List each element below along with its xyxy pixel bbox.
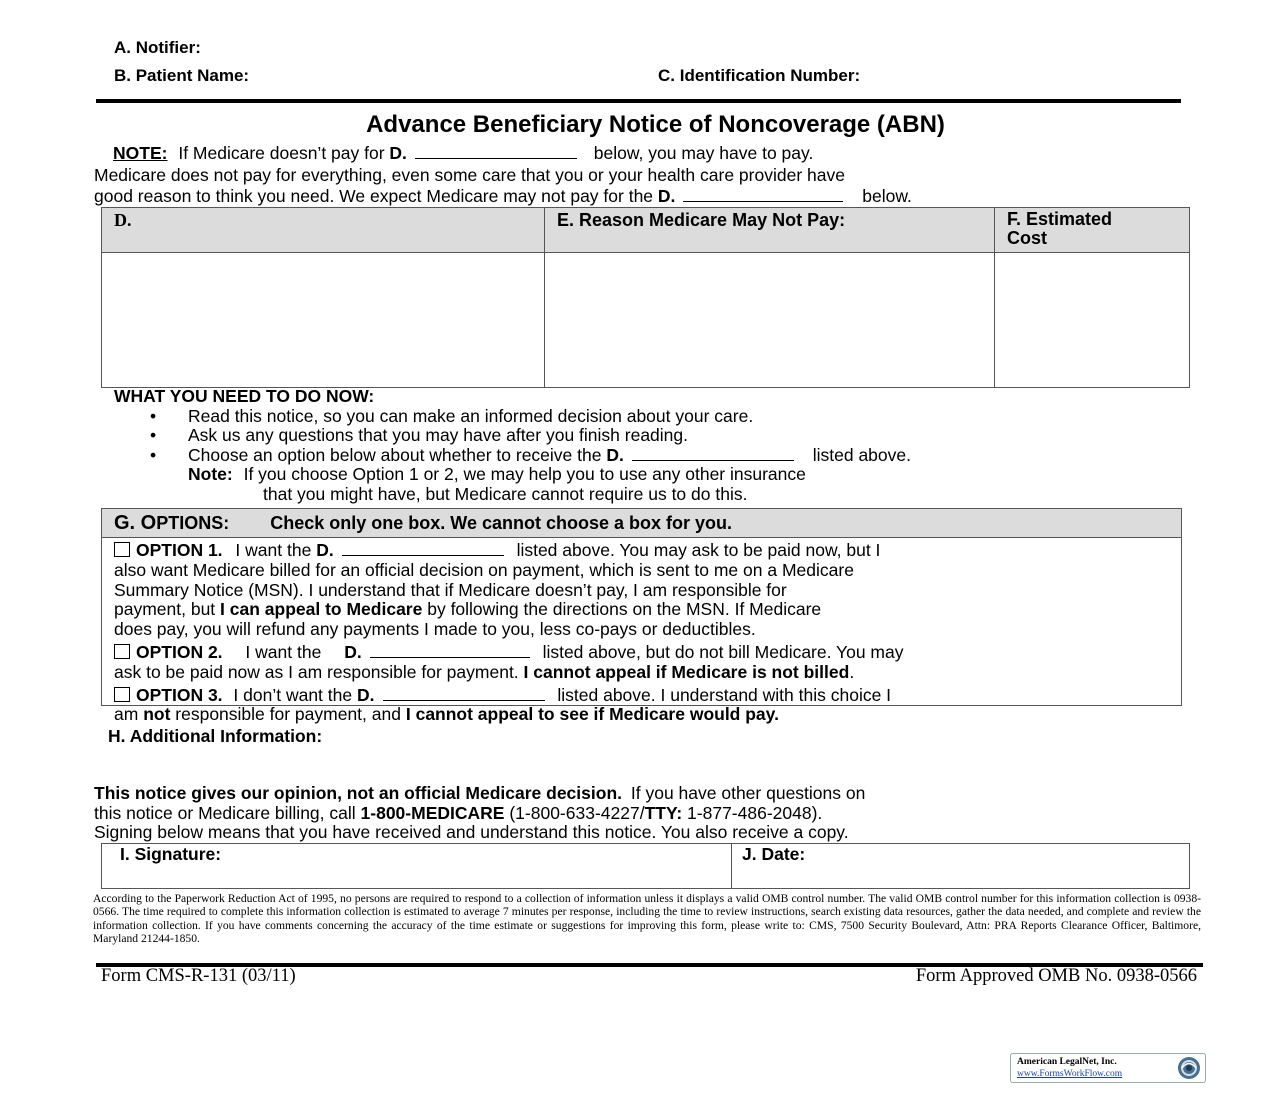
notice-bold: This notice gives our opinion, not an official Medicare decision. [94,783,622,803]
options-instruction: Check only one box. We cannot choose a box for you. [270,513,733,533]
option-3-text-b: listed above. I understand with this choice I [557,684,892,705]
column-f-label-1: F. Estimated [1007,209,1113,229]
todo-note-line-2: that you might have, but Medicare cannot require us to do this. [263,483,748,504]
option-2-text-b: listed above, but do not bill Medicare. You may [542,641,904,662]
publisher-logo[interactable] [1010,1053,1206,1083]
notice-section [94,784,1204,843]
options-heading-rest: PTIONS: [156,513,230,533]
additional-information-label: H. Additional Information: [108,726,323,746]
notice-line-2 [94,804,1204,824]
option-3-d-blank[interactable] [383,686,545,701]
paperwork-reduction-notice: According to the Paperwork Reduction Act of 1995, no persons are required to respond to a collection of information unless it displays a valid OMB control number. The valid OMB control number for this information collection is 0938-0566. The time required to complete this information collection is estimated to average 7 minutes per response, including the time to review instructions, search existing data resources, gather the data needed, and complete and review the information collection. If you have comments concerning the accuracy of the time estimate or suggestions for improving this form, please write to: CMS, 7500 Security Boulevard, Attn: PRA Reports Clearance Officer, Baltimore, Maryland 21244-1850. [93,892,1201,945]
tty-label: TTY: [644,802,683,823]
column-f-label-2: Cost [1007,228,1047,248]
option-1-line-5: does pay, you will refund any payments I made to you, less co-pays or deductibles. [114,619,756,640]
omb-number: Form Approved OMB No. 0938-0566 [915,966,1197,986]
medicare-phone: 1-800-MEDICARE [360,802,505,823]
patient-name-label: B. Patient Name: [114,66,250,85]
option-2-label: OPTION 2. [136,641,223,662]
notice-line-2-a: this notice or Medicare billing, call [94,802,356,823]
todo-item-text: Read this notice, so you can make an informed decision about your care. [188,405,754,426]
todo-d-blank[interactable] [632,446,794,461]
signature-label: I. Signature: [120,844,222,864]
todo-note-label: Note: [188,464,233,484]
note-line-3-blank[interactable] [683,187,843,202]
list-item [114,426,911,446]
identification-number-label: C. Identification Number: [658,66,861,85]
todo-heading: WHAT YOU NEED TO DO NOW: [114,386,375,406]
notice-line-3: Signing below means that you have received and understand this notice. You also receive a copy. [94,822,849,843]
bullet-icon: • [150,425,157,445]
option-1 [114,541,1171,561]
option-2-line-2-end: . [849,661,855,682]
column-f-field[interactable] [995,253,1190,388]
note-line [113,143,813,164]
note-text-after: below, you may have to pay. [593,143,814,163]
form-id: Form CMS-R-131 (03/11) [101,966,296,986]
option-3-label: OPTION 3. [136,684,223,705]
note-label: NOTE: [113,143,168,163]
option-2-d-label: D. [344,641,362,662]
option-2-line-2-a: ask to be paid now as I am responsible for payment. [114,661,519,682]
option-2 [114,643,1171,663]
option-3-line-2-not: not [143,704,171,725]
column-d-header [102,208,545,253]
options-box [101,508,1182,725]
todo-item-text-after: listed above. [812,444,911,465]
option-2-d-blank[interactable] [370,643,530,658]
additional-information-field[interactable] [108,748,1178,780]
note-d-blank[interactable] [415,144,577,159]
list-item [114,407,911,427]
column-f-header [995,208,1190,253]
header-divider [96,99,1181,103]
note-d-label: D. [389,143,407,163]
column-e-label: E. Reason Medicare May Not Pay: [557,210,846,230]
todo-list [114,407,911,466]
todo-note [114,465,911,485]
globe-icon [1176,1055,1202,1081]
notifier-label: A. Notifier: [114,38,201,57]
signature-table [101,843,1190,889]
option-1-line-4 [114,600,1171,620]
option-1-line-3: Summary Notice (MSN). I understand that if Medicare doesn’t pay, I am responsible for [114,579,787,600]
options-body [102,538,1181,725]
publisher-name: American LegalNet, Inc. [1017,1057,1117,1067]
note-line-3 [94,186,912,207]
publisher-link[interactable]: www.FormsWorkFlow.com [1017,1069,1123,1079]
date-label: J. Date: [742,844,806,864]
column-d-field[interactable] [102,253,545,388]
date-field[interactable] [732,844,1190,889]
note-line-2: Medicare does not pay for everything, even some care that you or your health care provider have [94,165,845,185]
notice-line-1 [94,784,1204,804]
option-1-line-4-bold: I can appeal to Medicare [220,599,423,620]
option-1-line-4-b: by following the directions on the MSN. If Medicare [427,599,822,620]
option-2-text: I want the [245,641,322,662]
note-line-3-d: D. [657,186,676,206]
todo-section [114,387,911,504]
option-1-text: I want the [235,540,312,560]
todo-item-text: Choose an option below about whether to receive the [188,444,602,465]
option-3 [114,686,1171,706]
page-title: Advance Beneficiary Notice of Noncoverage (ABN) [366,111,945,138]
option-1-line-2: also want Medicare billed for an official decision on payment, which is sent to me on a Medicare [114,559,854,580]
option-3-line-2 [114,705,1171,725]
option-1-label: OPTION 1. [136,540,223,560]
cost-table [101,207,1190,388]
option-3-text: I don’t want the [233,684,353,705]
column-e-header [545,208,995,253]
option-3-line-2-b: responsible for payment, and [175,704,401,725]
options-heading-g: G. O [114,512,157,534]
column-d-label: D. [114,210,132,230]
column-e-field[interactable] [545,253,995,388]
todo-d-label: D. [606,444,624,465]
option-1-line-4-a: payment, but [114,599,216,620]
option-1-d-label: D. [316,540,334,560]
list-item [114,446,911,466]
bullet-icon: • [150,444,157,465]
notice-line-2-b: (1-800-633-4227/ [509,802,645,823]
option-2-line-2 [114,663,1171,683]
bullet-icon: • [150,405,157,426]
option-1-text-b: listed above. You may ask to be paid now, but I [516,540,881,560]
tty-number: 1-877-486-2048). [687,802,823,823]
option-3-d-label: D. [357,684,375,705]
option-1-d-blank[interactable] [342,541,504,556]
note-line-3-after: below. [862,186,912,206]
option-3-line-2-a: am [114,704,139,725]
option-2-checkbox[interactable] [114,644,130,659]
option-2-line-2-bold: I cannot appeal if Medicare is not billed [523,661,850,682]
note-text: If Medicare doesn’t pay for [178,143,385,163]
signature-field[interactable] [102,844,732,889]
notice-line-1-rest: If you have other questions on [630,783,866,803]
todo-item-text: Ask us any questions that you may have after you finish reading. [188,425,689,445]
option-3-line-2-bold: I cannot appeal to see if Medicare would pay. [405,704,779,725]
option-3-checkbox[interactable] [114,687,130,702]
todo-note-line-1: If you choose Option 1 or 2, we may help you to use any other insurance [243,464,806,484]
options-header [102,509,1181,538]
option-1-checkbox[interactable] [114,542,130,557]
note-line-3-text: good reason to think you need. We expect Medicare may not pay for the [94,186,654,206]
